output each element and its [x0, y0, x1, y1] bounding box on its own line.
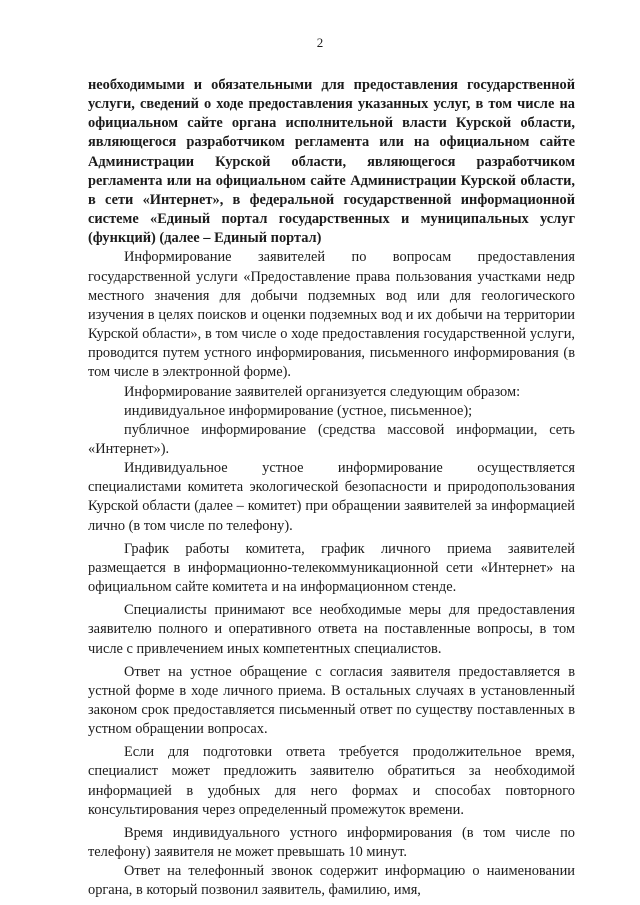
- paragraph-specialists-measures: Специалисты принимают все необходимые меры для предоставления заявителю полного и оперативного ответа на поставленные вопросы, в том числе с привлечением иных компетентных специалистов.: [88, 602, 575, 657]
- document-body: [88, 76, 575, 901]
- paragraph-phone-reply: Ответ на телефонный звонок содержит информацию о наименовании органа, в который позвонил заявитель, фамилию, имя,: [88, 863, 575, 899]
- paragraph-informing-applicants: Информирование заявителей по вопросам предоставления государственной услуги «Предоставление права пользования участками недр местного значения для добычи подземных вод или для геологического изучения в целях поисков и оценки подземных вод и их добычи на территории Курской области», в том числе о ходе предоставления государственной услуги, проводится путем устного информирования, письменного информирования (в том числе в электронной форме).: [88, 249, 575, 381]
- paragraph-informing-organization: Информирование заявителей организуется следующим образом:: [124, 383, 521, 400]
- paragraph-work-schedule: График работы комитета, график личного приема заявителей размещается в информационно-телекоммуникационной сети «Интернет» на официальном сайте комитета и на информационном стенде.: [88, 540, 575, 596]
- paragraph-individual-informing: индивидуальное информирование (устное, письменное);: [124, 402, 473, 419]
- paragraph-time-limit: Время индивидуального устного информирования (в том числе по телефону) заявителя не может превышать 10 минут.: [88, 824, 575, 861]
- page-number: 2: [316, 35, 324, 50]
- paragraph-oral-informing: Индивидуальное устное информирование осуществляется специалистами комитета экологической безопасности и природопользования Курской области (далее – комитет) при обращении заявителей за информацией лично (в том числе по телефону).: [88, 460, 575, 534]
- paragraph-public-informing: публичное информирование (средства массовой информации, сеть «Интернет»).: [88, 421, 575, 457]
- paragraph-oral-reply: Ответ на устное обращение с согласия заявителя предоставляется в устной форме в ходе личного приема. В остальных случаях в установленный законом срок предоставляется письменный ответ по существу поставленных в устном обращении вопросах.: [88, 663, 575, 738]
- paragraph-long-preparation: Если для подготовки ответа требуется продолжительное время, специалист может предложить заявителю обратиться за необходимой информацией в удобных для него формах и способах повторного консультирования через определенный промежуток времени.: [88, 744, 575, 818]
- paragraph-bold-continuation: необходимыми и обязательными для предоставления государственной услуги, сведений о ходе предоставления указанных услуг, в том числе на официальном сайте органа исполнительной власти Курской области, являющегося разработчиком регламента или на официальном сайте Администрации Курской области, являющегося разработчиком регламента или на официальном сайте Администрации Курской области, в сети «Интернет», в федеральной государственной информационной системе «Единый портал государственных и муниципальных услуг (функций) (далее – Единый портал): [88, 77, 575, 247]
